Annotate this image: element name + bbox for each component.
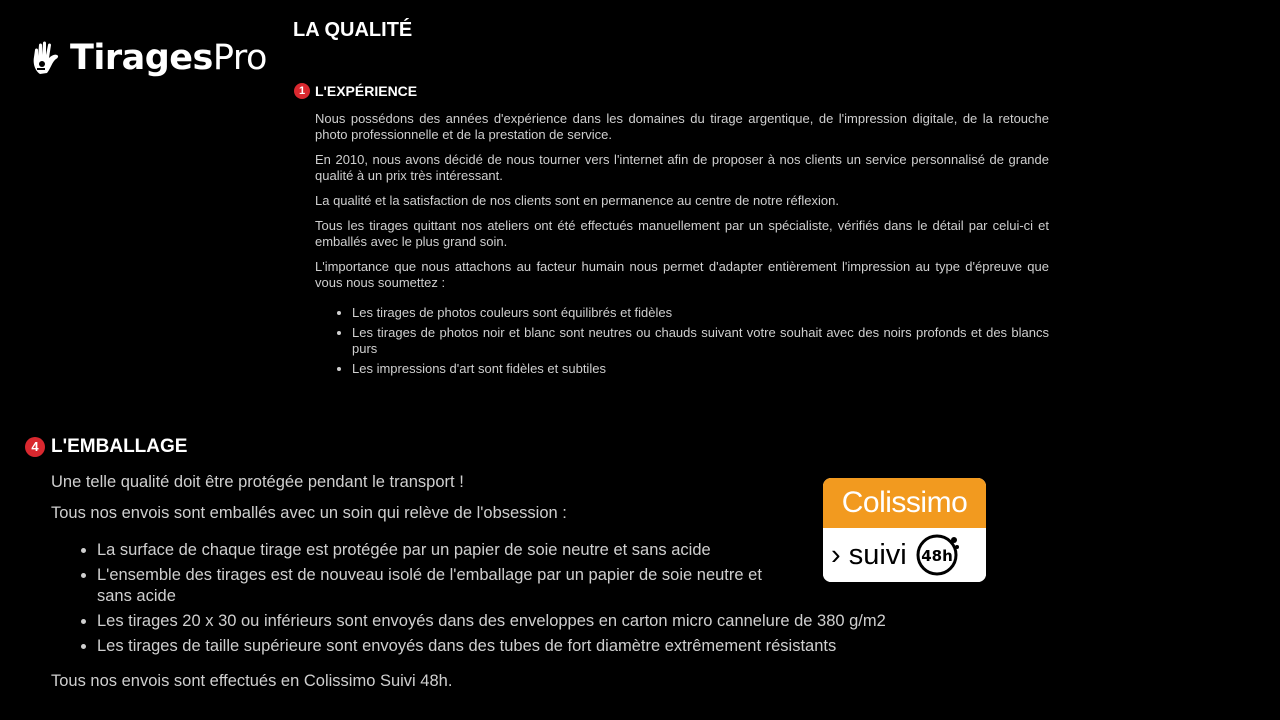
experience-heading — [294, 83, 417, 99]
experience-heading-label: L'EXPÉRIENCE — [315, 83, 418, 99]
paragraph: L'importance que nous attachons au facteur humain nous permet d'adapter entièrement l'impression au type d'épreuve que vous nous soumettez : — [315, 259, 1049, 290]
clock-48h-icon — [913, 531, 961, 579]
paragraph: Tous nos envois sont emballés avec un soin qui relève de l'obsession : — [51, 504, 567, 522]
site-logo[interactable] — [30, 37, 267, 78]
page-title: LA QUALITÉ — [293, 19, 413, 41]
colissimo-hours: 48h — [920, 547, 953, 565]
hand-icon — [30, 40, 64, 76]
list-item: • La surface de chaque tirage est protégée par un papier de soie neutre et sans acide — [97, 540, 931, 561]
logo-text: TiragesPro — [70, 37, 267, 78]
packaging-list — [51, 540, 931, 657]
list-item: • Les tirages de photos noir et blanc sont neutres ou chauds suivant votre souhait avec des noirs profonds et des blancs purs — [352, 325, 1049, 357]
paragraph: Tous les tirages quittant nos ateliers ont été effectués manuellement par un spécialiste, vérifiés dans le détail par celui-ci et emballés avec le plus grand soin. — [315, 218, 1049, 249]
colissimo-brand: Colissimo — [823, 478, 986, 528]
list-item: • Les impressions d'art sont fidèles et subtiles — [352, 361, 1049, 377]
colissimo-service-label: › suivi — [831, 538, 907, 571]
colissimo-badge — [823, 478, 986, 582]
list-item: • Les tirages de taille supérieure sont envoyés dans des tubes de fort diamètre extrêmement résistants — [97, 636, 931, 657]
experience-list — [315, 305, 1049, 377]
packaging-heading-label: L'EMBALLAGE — [51, 436, 188, 457]
list-item: • L'ensemble des tirages est de nouveau isolé de l'emballage par un papier de soie neutre et sans acide — [97, 565, 787, 607]
packaging-section — [51, 472, 931, 702]
list-item: • Les tirages 20 x 30 ou inférieurs sont envoyés dans des enveloppes en carton micro cannelure de 380 g/m2 — [97, 611, 931, 632]
paragraph: Une telle qualité doit être protégée pendant le transport ! — [51, 473, 464, 491]
packaging-heading — [25, 436, 187, 458]
number-badge: 1 — [294, 83, 310, 99]
experience-section — [315, 111, 1049, 381]
paragraph: Nous possédons des années d'expérience dans les domaines du tirage argentique, de l'impression digitale, de la retouche photo professionnelle et de la prestation de service. — [315, 111, 1049, 142]
paragraph: La qualité et la satisfaction de nos clients sont en permanence au centre de notre réflexion. — [315, 193, 839, 208]
paragraph: En 2010, nous avons décidé de nous tourner vers l'internet afin de proposer à nos clients un service personnalisé de grande qualité à un prix très intéressant. — [315, 152, 1049, 183]
colissimo-service — [823, 528, 986, 582]
list-item: • Les tirages de photos couleurs sont équilibrés et fidèles — [352, 305, 1049, 321]
number-badge: 4 — [25, 437, 45, 457]
paragraph: Tous nos envois sont effectués en Colissimo Suivi 48h. — [51, 672, 453, 690]
